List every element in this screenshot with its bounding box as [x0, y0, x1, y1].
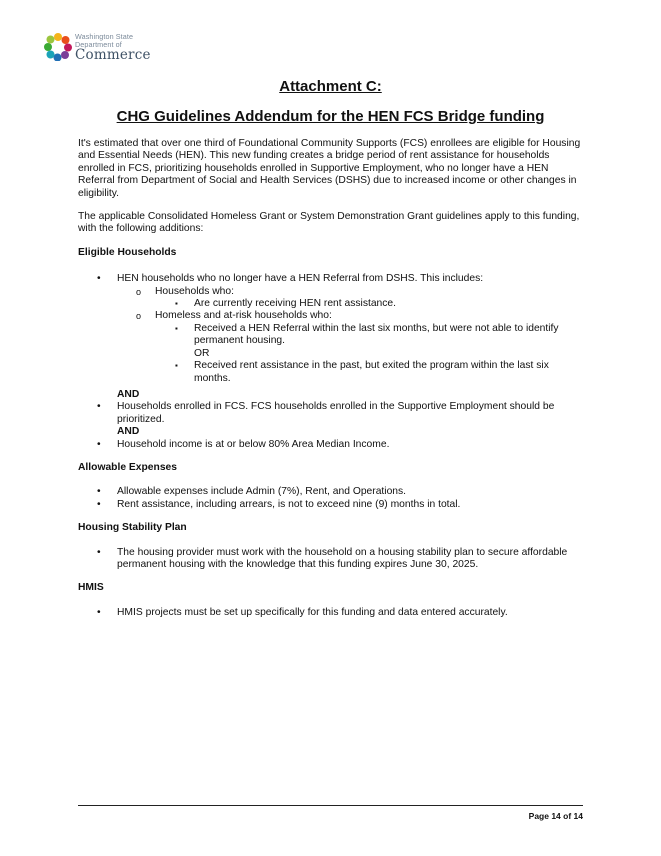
income-item-text: Household income is at or below 80% Area Median Income.: [117, 438, 390, 450]
logo-line-2: Department of: [75, 39, 122, 49]
bullet-icon: •: [97, 606, 101, 618]
and-label: AND: [117, 388, 140, 400]
households-who-text: Households who:: [155, 285, 234, 297]
eligible-heading: Eligible Households: [78, 246, 177, 258]
list-item: [78, 486, 583, 498]
logo-line-1: Washington State: [75, 31, 134, 41]
stability-heading: Housing Stability Plan: [78, 522, 187, 534]
attachment-title: Attachment C:: [279, 78, 382, 95]
list-item: [78, 607, 583, 619]
stability-item-1: The housing provider must work with the household on a housing stability plan to secure affordable permanent housing with the knowledge that this funding expires June 30, 2025.: [117, 546, 568, 570]
allowable-heading: Allowable Expenses: [78, 461, 178, 473]
square-bullet-icon: ▪: [175, 299, 178, 309]
bullet-icon: •: [97, 273, 101, 285]
and-label: AND: [117, 426, 140, 438]
intro-paragraph: It's estimated that over one third of Foundational Community Supports (FCS) enrollees are eligible for Housing and Essential Needs (HEN). This new funding creates a bridge period of rent assistance for households enrolled in FCS, prioritizing households enrolled in Supportive Employment, who no longer have a HEN Referral from Department of Social and Health Services (DSHS) due to increased income or other changes in eligibility.: [78, 138, 581, 199]
commerce-logo: [44, 32, 151, 62]
main-title: CHG Guidelines Addendum for the HEN FCS Bridge funding: [116, 108, 545, 125]
document-body: [78, 138, 583, 619]
list-item: [78, 499, 583, 511]
allowable-item-1: Allowable expenses include Admin (7%), Rent, and Operations.: [117, 486, 407, 498]
hmis-item-1: HMIS projects must be set up specifically for this funding and data entered accurately.: [117, 606, 508, 618]
commerce-logo-icon: [44, 33, 72, 61]
bullet-icon: •: [97, 486, 101, 498]
hmis-heading: HMIS: [78, 582, 104, 594]
bullet-icon: •: [97, 498, 101, 510]
hen-item-text: HEN households who no longer have a HEN Referral from DSHS. This includes:: [117, 273, 484, 285]
page-number: Page 14 of 14: [528, 811, 583, 821]
square-bullet-icon: ▪: [175, 361, 178, 371]
list-item: [78, 273, 583, 285]
bullet-icon: •: [97, 546, 101, 558]
homeless-who-text: Homeless and at-risk households who:: [155, 310, 332, 322]
footer-divider: [78, 805, 583, 806]
receiving-text: Are currently receiving HEN rent assistance.: [194, 298, 397, 310]
circle-bullet-icon: o: [136, 286, 142, 297]
fcs-item-text: Households enrolled in FCS. FCS households enrolled in the Supportive Employment should be prioritized.: [117, 401, 555, 425]
list-item: [78, 323, 583, 348]
list-item: [78, 286, 583, 298]
logo-line-3: Commerce: [75, 46, 151, 63]
allowable-item-2: Rent assistance, including arrears, is not to exceed nine (9) months in total.: [117, 498, 461, 510]
list-item: [78, 360, 583, 385]
list-item: [78, 298, 583, 310]
square-bullet-icon: ▪: [175, 323, 178, 333]
circle-bullet-icon: o: [136, 311, 142, 322]
bullet-icon: •: [97, 401, 101, 413]
list-item: [78, 439, 583, 451]
list-item: [78, 310, 583, 322]
received-rent-text: Received rent assistance in the past, but exited the program within the last six months.: [194, 360, 549, 384]
list-item: [78, 401, 583, 426]
bullet-icon: •: [97, 438, 101, 450]
guidelines-paragraph: The applicable Consolidated Homeless Grant or System Demonstration Grant guidelines apply to this funding, with the following additions:: [78, 211, 580, 235]
received-referral-text: Received a HEN Referral within the last six months, but were not able to identify permanent housing.: [194, 322, 559, 347]
list-item: [78, 547, 583, 572]
or-label: OR: [194, 347, 210, 359]
